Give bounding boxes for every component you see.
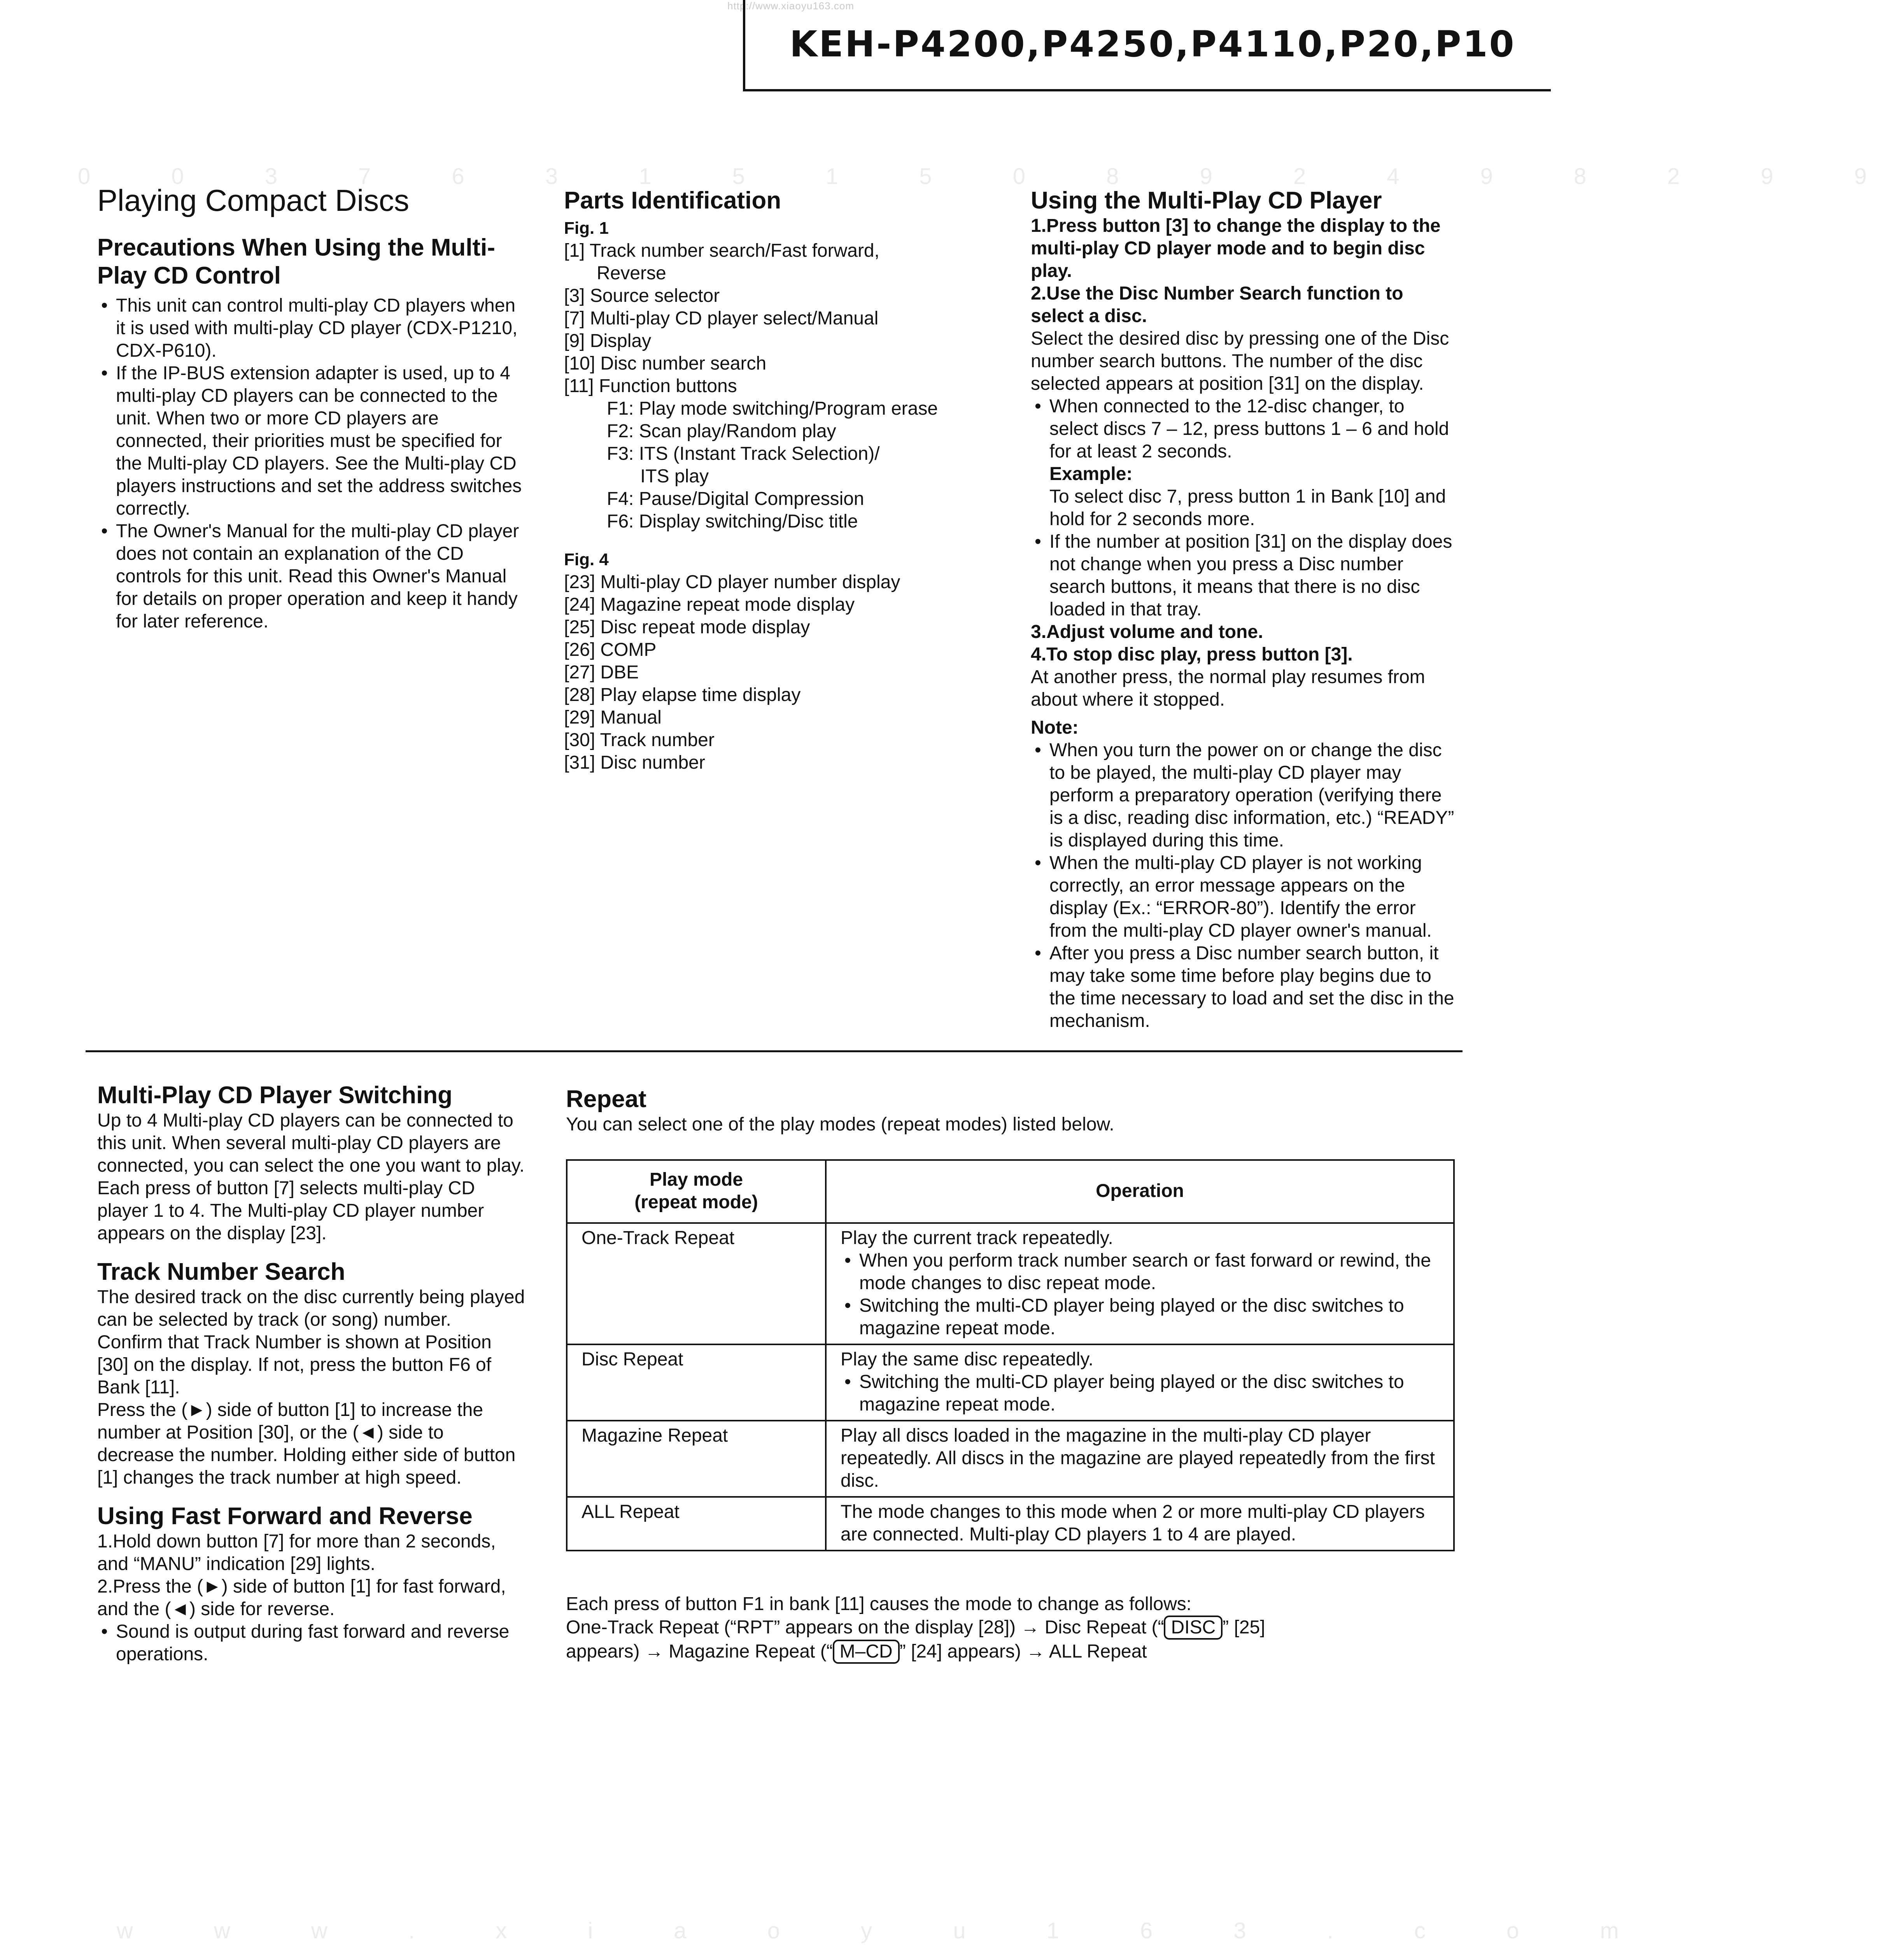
table-cell-operation [826,1223,1454,1344]
table-header-operation: Operation [826,1160,1454,1223]
sequence-text: One-Track Repeat (“RPT” appears on the display [28]) → Disc Repeat (“ [566,1617,1164,1638]
list-item: [24] Magazine repeat mode display [564,594,855,615]
table-cell-operation: The mode changes to this mode when 2 or more multi-play CD players are connected. Multi-play CD players 1 to 4 are played. [826,1497,1454,1551]
table-cell-mode: Disc Repeat [567,1344,826,1421]
list-item: Reverse [597,263,666,284]
track-search-text-1: The desired track on the disc currently being played can be selected by track (or song) number. [97,1287,525,1330]
step-2-bullets-2 [1031,531,1455,621]
list-item: • When you perform track number search or fast forward or rewind, the mode changes to disc repeat mode. [841,1249,1439,1295]
example-text: To select disc 7, press button 1 in Bank [10] and hold for 2 seconds more. [1049,486,1446,529]
left-column [97,183,525,633]
operation-text: Play the current track repeatedly. [841,1228,1113,1248]
list-item: • Switching the multi-CD player being played or the disc switches to magazine repeat mode. [841,1295,1439,1340]
list-item: • The Owner's Manual for the multi-play CD player does not contain an explanation of the CD controls for this unit. Read this Owner's Manual for details on proper operation and keep it handy for later reference. [97,520,525,633]
list-item: [29] Manual [564,707,662,728]
repeat-sequence-line-1: Each press of button F1 in bank [11] causes the mode to change as follows: [566,1594,1192,1614]
multi-play-title: Using the Multi-Play CD Player [1031,187,1382,214]
track-search-title: Track Number Search [97,1258,345,1285]
switching-text-1: Up to 4 Multi-play CD players can be connected to this unit. When several multi-play CD players are connected, you can select the one you want to play. [97,1110,525,1176]
watermark-top: 0 0 3 7 6 3 1 5 1 5 0 8 9 2 4 9 8 2 9 9 [78,164,1904,189]
track-search-text-2: Confirm that Track Number is shown at Position [30] on the display. If not, press the button F6 of Bank [11]. [97,1332,492,1398]
table-row [567,1344,1454,1421]
list-item: [28] Play elapse time display [564,685,801,705]
list-item: • Sound is output during fast forward and reverse operations. [97,1621,525,1666]
watermark-bottom: w w w . x i a o y u 1 6 3 . c o m [117,1918,1656,1943]
switching-text-2: Each press of button [7] selects multi-play CD player 1 to 4. The Multi-play CD player number appears on the display [23]. [97,1178,484,1244]
top-url: http://www.xiaoyu163.com [727,0,855,12]
fast-forward-title: Using Fast Forward and Reverse [97,1503,473,1530]
repeat-intro: You can select one of the play modes (repeat modes) listed below. [566,1114,1114,1135]
list-item: F3: ITS (Instant Track Selection)/ [607,443,880,464]
list-item: [1] Track number search/Fast forward, [564,240,879,261]
list-item: [11] Function buttons [564,376,737,396]
example-label: Example: [1049,464,1133,484]
step-3: 3.Adjust volume and tone. [1031,622,1263,642]
table-cell-mode: ALL Repeat [567,1497,826,1551]
step-1: 1.Press button [3] to change the display to the multi-play CD player mode and to begin disc play. [1031,216,1441,281]
list-item: F2: Scan play/Random play [607,421,836,442]
list-item: [30] Track number [564,730,715,750]
list-item: • If the IP-BUS extension adapter is used, up to 4 multi-play CD players can be connected to the unit. When two or more CD players are connected, their priorities must be specified for the Multi-play CD players. See the Multi-play CD players instructions and set the address switches correctly. [97,362,525,520]
list-item: [31] Disc number [564,752,705,773]
list-item: • If the number at position [31] on the display does not change when you press a Disc number search buttons, it means that there is no disc loaded in that tray. [1031,531,1455,621]
list-item: [25] Disc repeat mode display [564,617,810,638]
notes-list [1031,739,1455,1032]
disc-badge: DISC [1164,1616,1223,1640]
list-item: ITS play [640,466,709,487]
list-item: • When connected to the 12-disc changer, to select discs 7 – 12, press buttons 1 – 6 and hold for at least 2 seconds. [1031,395,1455,463]
step-4-text: At another press, the normal play resumes from about where it stopped. [1031,667,1425,710]
list-item: • After you press a Disc number search button, it may take some time before play begins due to the time necessary to load and set the disc in the mechanism. [1031,942,1455,1032]
list-item: F1: Play mode switching/Program erase [607,398,938,419]
table-row [567,1223,1454,1344]
repeat-sequence [566,1593,1461,1664]
fig4-label: Fig. 4 [564,550,609,569]
repeat-sequence-line-2 [566,1616,1461,1640]
sequence-text: appears) → Magazine Repeat (“ [566,1641,833,1662]
track-search-text-3: Press the (►) side of button [1] to increase the number at Position [30], or the (◄) side to decrease the number. Holding either side of button [1] changes the track number at high speed. [97,1400,516,1488]
table-cell-operation: Play all discs loaded in the magazine in the multi-play CD player repeatedly. All discs in the magazine are played repeatedly from the first disc. [826,1421,1454,1497]
multi-play-steps [1031,215,1455,1032]
list-item: [26] COMP [564,640,657,660]
switching-title: Multi-Play CD Player Switching [97,1082,452,1109]
precautions-title: Precautions When Using the Multi-Play CD Control [97,234,496,289]
fast-forward-step-2: 2.Press the (►) side of button [1] for fast forward, and the (◄) side for reverse. [97,1576,506,1619]
table-row [567,1421,1454,1497]
list-item: • When you turn the power on or change the disc to be played, the multi-play CD player may perform a preparatory operation (verifying there is a disc, reading disc information, etc.) “READY” is displayed during this time. [1031,739,1455,852]
list-item: • When the multi-play CD player is not working correctly, an error message appears on the display (Ex.: “ERROR-80”). Identify the error from the multi-play CD player owner's manual. [1031,852,1455,942]
repeat-table [566,1159,1455,1551]
list-item: [27] DBE [564,662,639,683]
header-line: Play mode [649,1169,743,1190]
list-item: • This unit can control multi-play CD players when it is used with multi-play CD player (CDX-P1210, CDX-P610). [97,294,525,362]
list-item: F6: Display switching/Disc title [607,511,858,532]
fig1-list [564,217,1027,533]
sequence-text: ” [25] [1223,1617,1265,1638]
parts-title: Parts Identification [564,187,781,214]
section-divider [86,1050,1463,1052]
list-item: [23] Multi-play CD player number display [564,572,900,592]
fast-forward-step-1: 1.Hold down button [7] for more than 2 seconds, and “MANU” indication [29] lights. [97,1531,496,1574]
fast-forward-bullets [97,1621,525,1666]
header-line: (repeat mode) [634,1192,758,1213]
table-cell-operation [826,1344,1454,1421]
bottom-left-column [97,1081,525,1666]
table-header-row [567,1160,1454,1223]
middle-column [564,187,1027,774]
fig1-label: Fig. 1 [564,219,609,238]
list-item: [3] Source selector [564,286,720,306]
step-2: 2.Use the Disc Number Search function to select a disc. [1031,283,1403,326]
model-title: KEH-P4200,P4250,P4110,P20,P10 [790,23,1516,65]
right-column [1031,187,1455,1032]
repeat-sequence-line-3 [566,1640,1461,1664]
operation-bullets [841,1249,1439,1340]
table-header-play-mode [567,1160,826,1223]
repeat-section [566,1085,1457,1136]
precautions-list [97,294,525,633]
mcd-badge: M–CD [833,1640,900,1664]
repeat-title: Repeat [566,1086,646,1113]
sequence-text: ” [24] appears) → ALL Repeat [899,1641,1147,1662]
fig4-list [564,548,1027,774]
list-item: [7] Multi-play CD player select/Manual [564,308,879,329]
table-row [567,1497,1454,1551]
table-cell-mode: One-Track Repeat [567,1223,826,1344]
step-2-text: Select the desired disc by pressing one of the Disc number search buttons. The number of the disc selected appears at position [31] on the display. [1031,328,1449,394]
step-2-bullets [1031,395,1455,463]
note-label: Note: [1031,717,1079,738]
page-title: Playing Compact Discs [97,183,409,217]
step-4: 4.To stop disc play, press button [3]. [1031,644,1353,665]
operation-bullets [841,1371,1439,1416]
operation-text: Play the same disc repeatedly. [841,1349,1094,1370]
list-item: [10] Disc number search [564,353,767,374]
list-item: [9] Display [564,331,652,351]
list-item: F4: Pause/Digital Compression [607,489,864,509]
list-item: • Switching the multi-CD player being played or the disc switches to magazine repeat mode. [841,1371,1439,1416]
table-cell-mode: Magazine Repeat [567,1421,826,1497]
